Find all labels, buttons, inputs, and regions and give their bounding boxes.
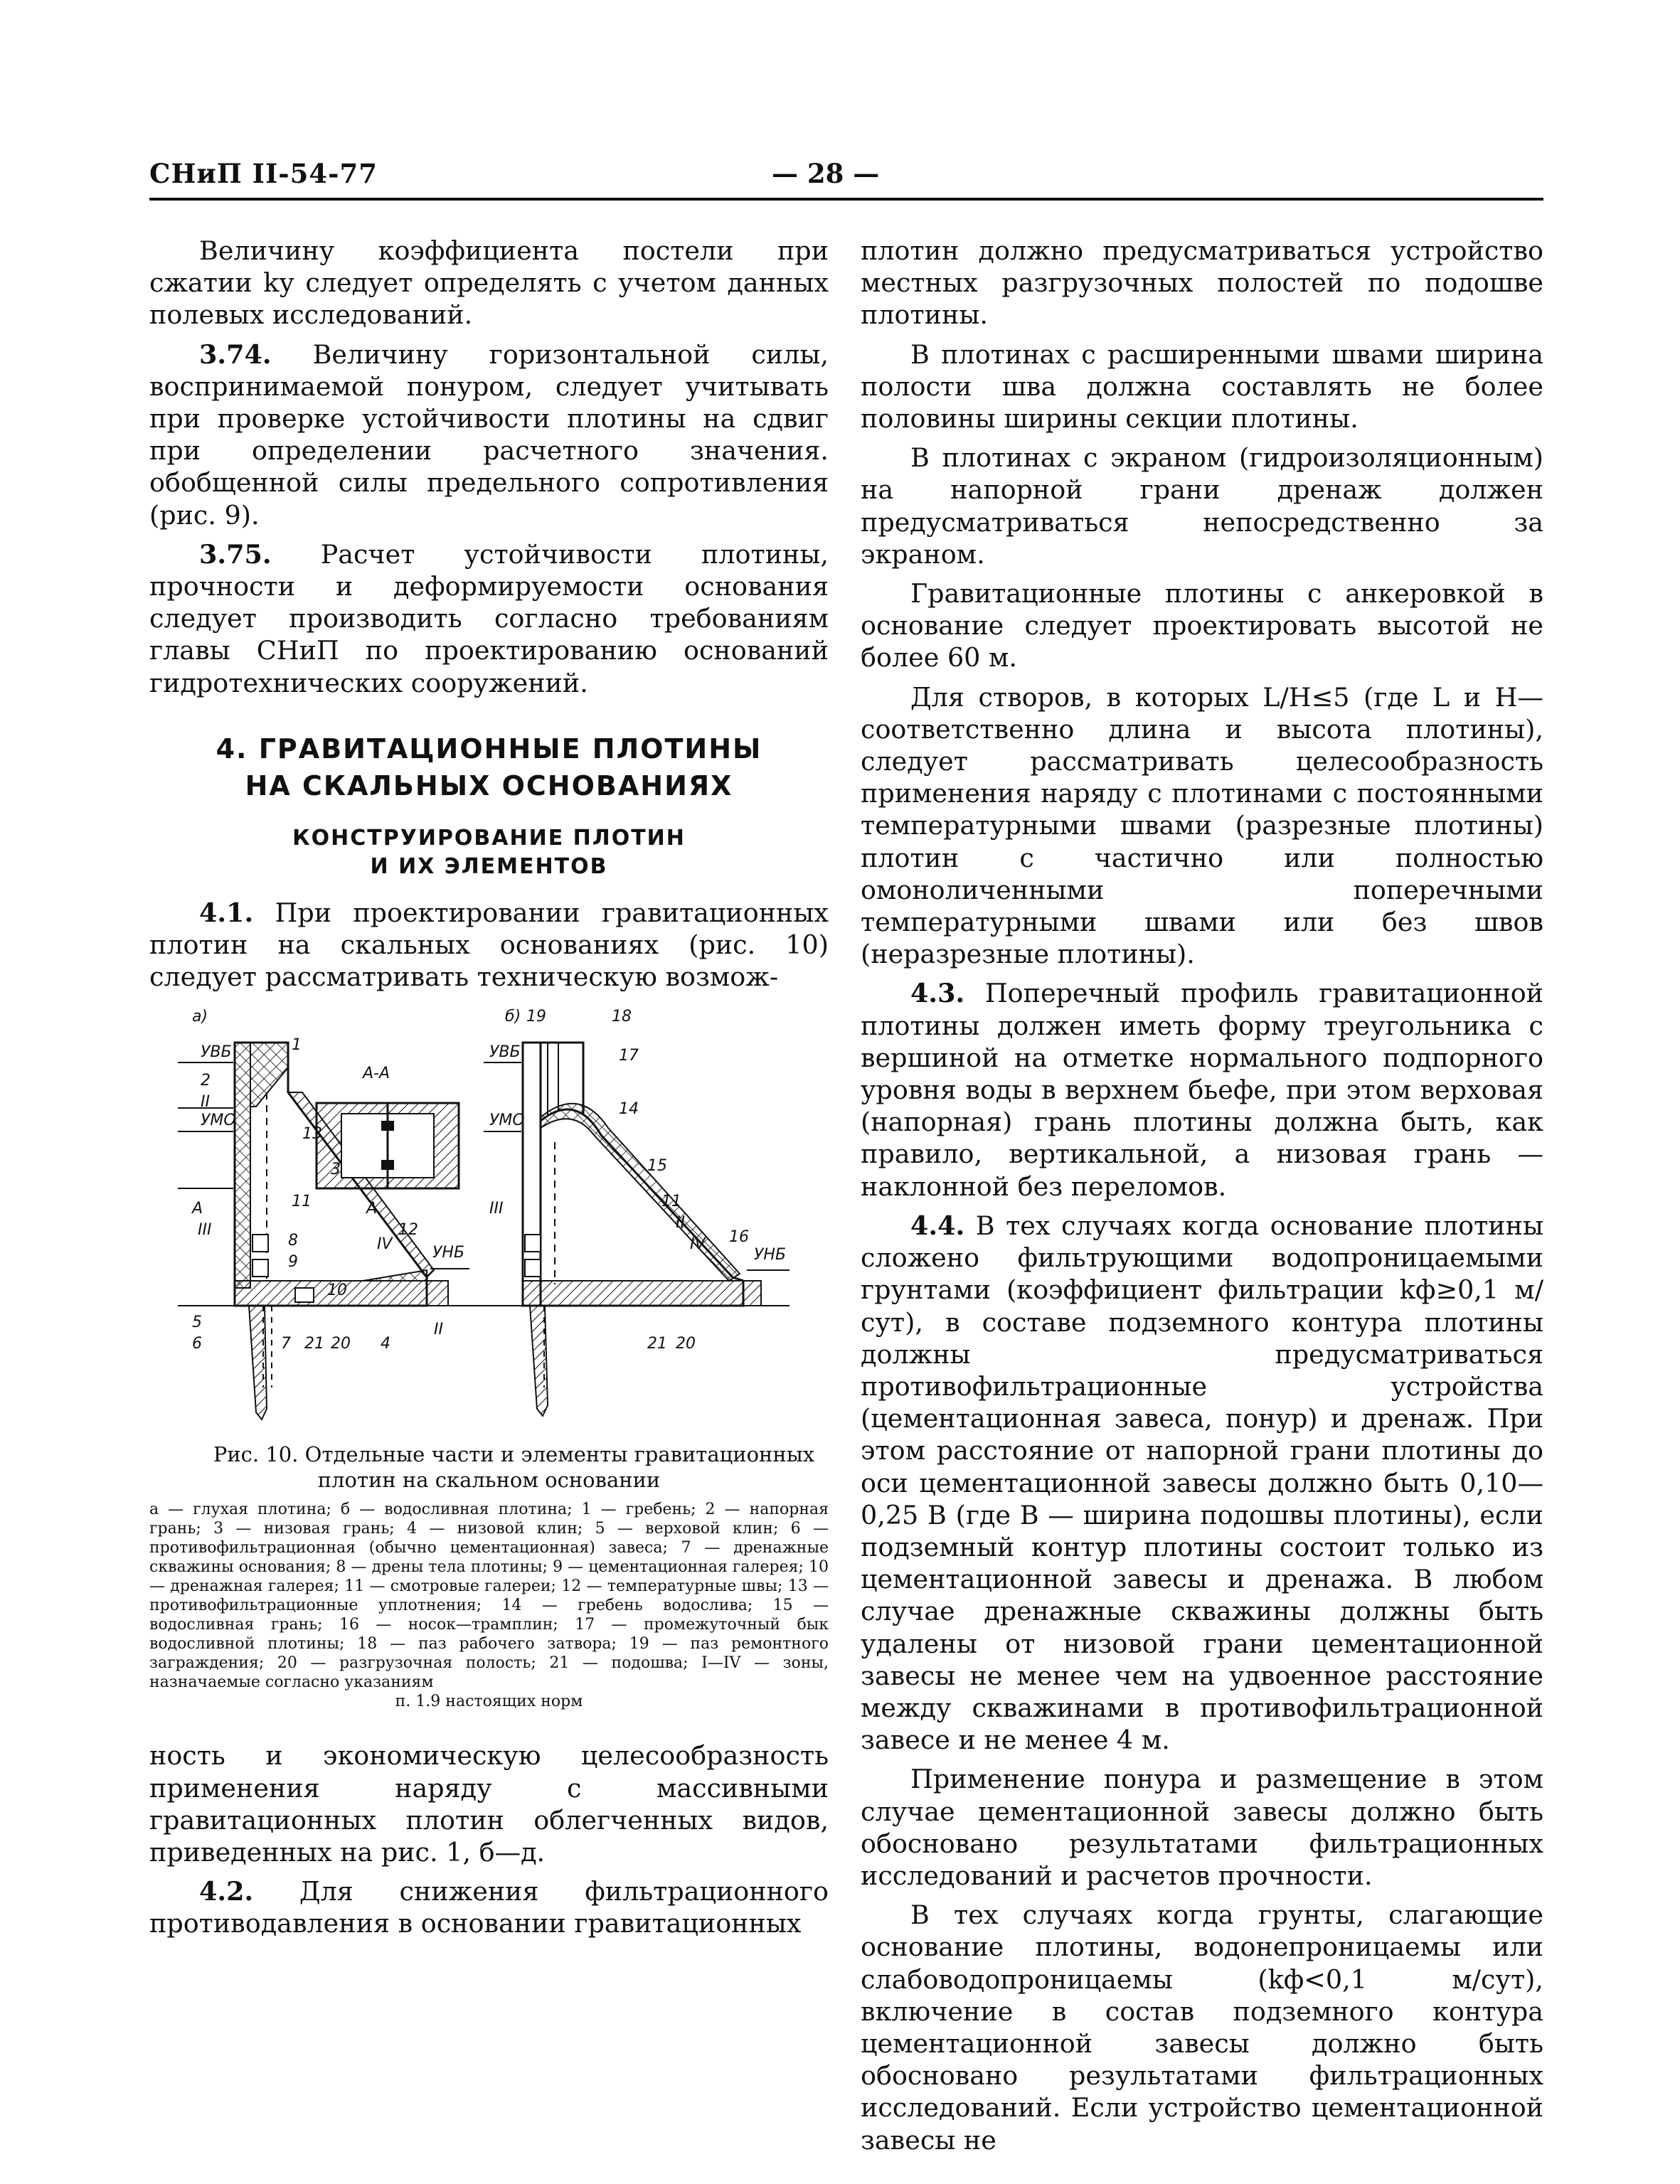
label-b: б) bbox=[505, 1008, 521, 1026]
label-12: 12 bbox=[398, 1221, 418, 1240]
caption-line-2: плотин на скальном основании bbox=[317, 1468, 661, 1493]
label-7: 7 bbox=[281, 1335, 291, 1353]
legend-end: п. 1.9 настоящих норм bbox=[395, 1693, 583, 1711]
clause-number: 4.3. bbox=[910, 978, 965, 1009]
label-21: 21 bbox=[304, 1335, 324, 1353]
clause-number: 3.74. bbox=[199, 339, 272, 370]
label-arrow-a: А bbox=[192, 1200, 203, 1218]
page-header bbox=[149, 151, 1543, 201]
label-9: 9 bbox=[288, 1253, 298, 1272]
paragraph-3-74 bbox=[149, 339, 829, 531]
label-zone-III: III bbox=[198, 1221, 212, 1240]
figure-10-drawing bbox=[149, 1000, 829, 1430]
clause-text: Для снижения фильтрационного противодавления в основании гравитационных bbox=[149, 1876, 829, 1939]
paragraph-ky: Величину коэффициента постели при сжатии kу следует определять с учетом данных полевых исследований. bbox=[149, 235, 829, 331]
figure-legend bbox=[149, 1500, 829, 1711]
label-21-b: 21 bbox=[647, 1335, 667, 1353]
label-14: 14 bbox=[619, 1100, 639, 1119]
label-zone-IV-b: IV bbox=[690, 1235, 706, 1254]
label-2: 2 bbox=[201, 1072, 211, 1090]
paragraph-r6: Применение понура и размещение в этом случае цементационной завесы должно быть обосновано результатами фильтрационных исследований и расчетов прочности. bbox=[861, 1764, 1543, 1891]
label-19: 19 bbox=[526, 1008, 546, 1026]
label-8: 8 bbox=[288, 1232, 298, 1250]
label-6: 6 bbox=[192, 1335, 202, 1353]
clause-number: 4.1. bbox=[199, 897, 254, 928]
paragraph-4-1 bbox=[149, 897, 829, 994]
label-zone-III-b: III bbox=[489, 1200, 504, 1218]
paragraph-r1: плотин должно предусматриваться устройство местных разгрузочных полостей по подошве плотины. bbox=[861, 235, 1543, 331]
label-zone-IV: IV bbox=[377, 1235, 393, 1254]
label-15: 15 bbox=[647, 1157, 667, 1176]
document-code: СНиП II-54-77 bbox=[149, 158, 378, 189]
paragraph-r4: Гравитационные плотины с анкеровкой в основание следует проектировать высотой не более 60 м. bbox=[861, 578, 1543, 673]
label-11: 11 bbox=[292, 1193, 312, 1211]
left-column bbox=[149, 235, 829, 1947]
legend-text: а — глухая плотина; б — водосливная плотина; 1 — гребень; 2 — напорная грань; 3 — низовая грань; 4 — низовой клин; 5 — верховой клин; 6 — противофильтрационная (обычно цементационная) завеса; 7 — дренажные скважины основания; 8 — дрены тела плотины; 9 — цементационная галерея; 10 — дренажная галерея; 11 — смотровые галереи; 12 — температурные швы; 13 — противофильтрационные уплотнения; 14 — гребень водослива; 15 — водосливная грань; 16 — носок—трамплин; 17 — промежуточный бык водосливной плотины; 18 — паз рабочего затвора; 19 — паз ремонтного заграждения; 20 — разгрузочная полость; 21 — подошва; I—IV — зоны, назначаемые согласно указаниям bbox=[149, 1501, 829, 1692]
label-11-b: 11 bbox=[661, 1193, 681, 1211]
label-18: 18 bbox=[612, 1008, 632, 1026]
clause-text: В тех случаях когда основание плотины сложено фильтрующими водопроницаемыми грунтами (коэффициент фильтрации kф≥0,1 м/сут), в составе подземного контура плотины должны предусматриваться противофильтрационные устройства (цементационная завеса, понур) и дренаж. При этом расстояние от напорной грани плотины до оси цементационной завесы должно быть 0,10—0,25 B (где B — ширина подошвы плотины), если подземный контур плотины состоит только из цементационной завесы и дренажа. В любом случае дренажные скважины должны быть удалены от низовой грани цементационной завесы не менее чем на удвоенное расстояние между скважинами в противофильтрационной завесе и не менее 4 м. bbox=[861, 1210, 1543, 1756]
section-title-line-2: НА СКАЛЬНЫХ ОСНОВАНИЯХ bbox=[245, 769, 733, 801]
label-3: 3 bbox=[331, 1161, 341, 1179]
blind-dam-section bbox=[178, 1043, 484, 1419]
clause-text: При проектировании гравитационных плотин на скальных основаниях (рис. 10) следует рассматривать техническую возмож- bbox=[149, 897, 829, 993]
right-column bbox=[861, 235, 1543, 2163]
clause-number: 4.4. bbox=[910, 1210, 965, 1241]
section-title-line-1: 4. ГРАВИТАЦИОННЫЕ ПЛОТИНЫ bbox=[216, 733, 762, 765]
label-5: 5 bbox=[192, 1314, 202, 1332]
label-16: 16 bbox=[729, 1228, 749, 1247]
subsection-title-line-2: И ИХ ЭЛЕМЕНТОВ bbox=[370, 853, 608, 879]
paragraph-4-1-cont: ность и экономическую целесообразность применения наряду с массивными гравитационных плотин облегченных видов, приведенных на рис. 1, б—д. bbox=[149, 1740, 829, 1868]
label-unb: УНБ bbox=[432, 1244, 465, 1262]
paragraph-r2: В плотинах с расширенными швами ширина полости шва должна составлять не более половины ширины секции плотины. bbox=[861, 339, 1543, 435]
label-13: 13 bbox=[302, 1125, 322, 1144]
clause-number: 4.2. bbox=[199, 1876, 254, 1907]
label-zone-II: II bbox=[201, 1093, 210, 1112]
label-uvb-b: УВБ bbox=[489, 1043, 521, 1062]
label-17: 17 bbox=[619, 1047, 639, 1065]
label-20: 20 bbox=[331, 1335, 351, 1353]
label-unb-b: УНБ bbox=[754, 1246, 787, 1264]
label-20-b: 20 bbox=[676, 1335, 696, 1353]
label-umo: УМО bbox=[201, 1112, 236, 1130]
subsection-title bbox=[149, 824, 829, 881]
section-title bbox=[149, 730, 829, 804]
label-umo-b: УМО bbox=[489, 1112, 525, 1130]
label-a: а) bbox=[192, 1008, 208, 1026]
dam-cross-sections bbox=[149, 1000, 829, 1430]
paragraph-r3: В плотинах с экраном (гидроизоляционным) на напорной грани дренаж должен предусматриваться непосредственно за экраном. bbox=[861, 442, 1543, 570]
label-zone-II-2: II bbox=[434, 1321, 443, 1339]
label-4: 4 bbox=[381, 1335, 390, 1353]
page-number: — 28 — bbox=[772, 158, 880, 189]
paragraph-r7: В тех случаях когда грунты, слагающие основание плотины, водонепроницаемы или слабоводопроницаемы (kф<0,1 м/сут), включение в состав подземного контура цементационной завесы должно быть обосновано результатами фильтрационных исследований. Если устройство цементационной завесы не bbox=[861, 1900, 1543, 2156]
clause-text: Расчет устойчивости плотины, прочности и деформируемости основания следует производить согласно требованиям главы СНиП по проектированию оснований гидротехнических сооружений. bbox=[149, 538, 829, 698]
label-zone-II-b: II bbox=[676, 1214, 685, 1232]
paragraph-4-4 bbox=[861, 1210, 1543, 1756]
header-rule bbox=[149, 198, 1543, 201]
label-10: 10 bbox=[327, 1282, 347, 1300]
label-1: 1 bbox=[292, 1036, 302, 1055]
label-arrow-a2: А bbox=[366, 1200, 378, 1218]
paragraph-3-75 bbox=[149, 538, 829, 699]
label-section: А-А bbox=[363, 1065, 390, 1083]
caption-line-1: Рис. 10. Отдельные части и элементы гравитационных bbox=[213, 1442, 815, 1467]
clause-text: Поперечный профиль гравитационной плотины должен иметь форму треугольника с вершиной на отметке нормального подпорного уровня воды в верхнем бьефе, при этом верховая (напорная) грань плотины должна быть, как правило, вертикальной, а низовая грань — наклонной без переломов. bbox=[861, 978, 1543, 1202]
figure-caption bbox=[149, 1442, 829, 1493]
subsection-title-line-1: КОНСТРУИРОВАНИЕ ПЛОТИН bbox=[292, 825, 686, 851]
paragraph-r5: Для створов, в которых L/H≤5 (где L и H—соответственно длина и высота плотины), следует рассматривать целесообразность применения наряду с плотинами с постоянными температурными швами (разрезные плотины) плотин с частично или полностью омоноличенными поперечными температурными швами или без швов (неразрезные плотины). bbox=[861, 681, 1543, 970]
clause-text: Величину горизонтальной силы, воспринимаемой понуром, следует учитывать при проверке устойчивости плотины на сдвиг при определении расчетного значения. обобщенной силы предельного сопротивления (рис. 9). bbox=[149, 339, 829, 531]
clause-number: 3.75. bbox=[199, 538, 272, 570]
label-uvb: УВБ bbox=[201, 1043, 232, 1062]
paragraph-4-2 bbox=[149, 1875, 829, 1939]
paragraph-4-3 bbox=[861, 977, 1543, 1202]
